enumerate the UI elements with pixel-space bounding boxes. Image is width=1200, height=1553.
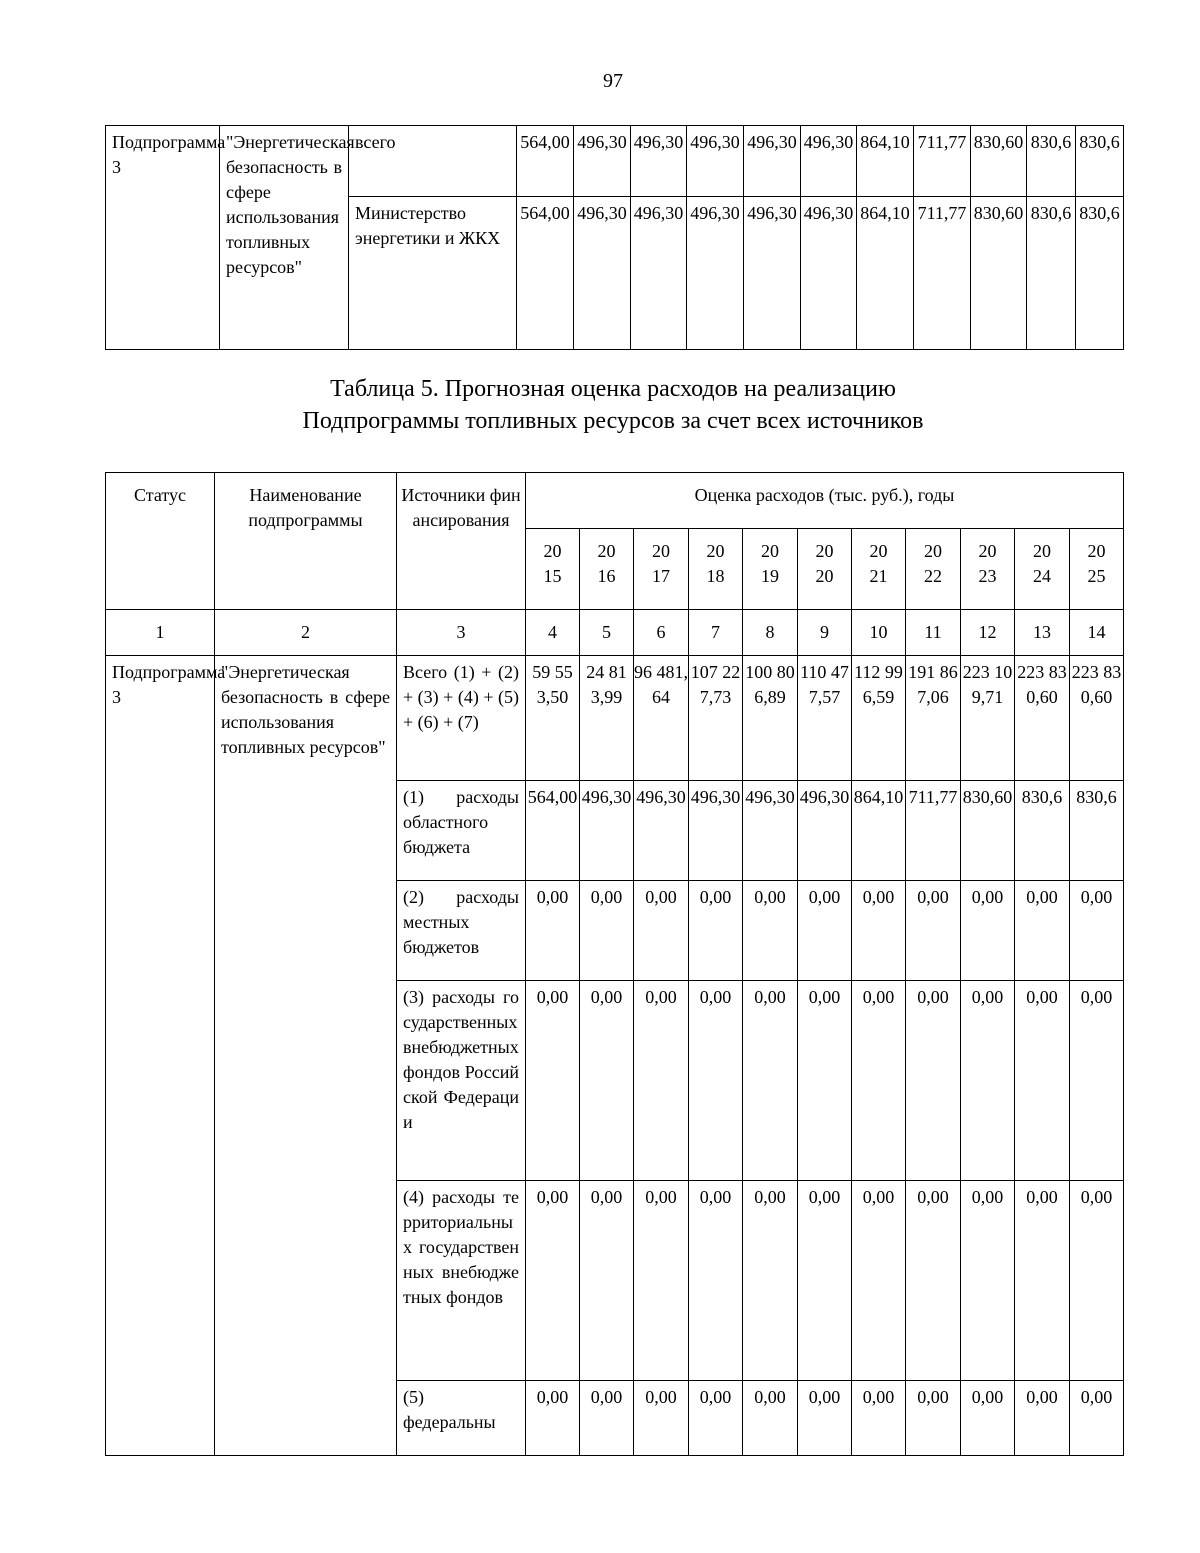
value-cell: 0,00 <box>1070 1181 1124 1381</box>
subprogram-name-cell: "Энергетическая безопасность в сфере использования топливных ресурсов" <box>220 126 349 350</box>
value-cell: 0,00 <box>580 881 634 981</box>
value-cell: 830,6 <box>1076 126 1124 197</box>
value-cell: 864,10 <box>857 126 914 197</box>
value-cell: 830,6 <box>1027 126 1076 197</box>
column-number: 8 <box>743 610 798 656</box>
header-year: 2015 <box>526 529 580 610</box>
value-cell: 496,30 <box>574 197 631 350</box>
column-number-row <box>106 610 1124 656</box>
value-cell: 0,00 <box>906 981 961 1181</box>
column-number: 14 <box>1070 610 1124 656</box>
value-cell: 191 867,06 <box>906 656 961 781</box>
value-cell: 496,30 <box>687 126 744 197</box>
value-cell: 0,00 <box>743 881 798 981</box>
value-cell: 100 806,89 <box>743 656 798 781</box>
column-number: 4 <box>526 610 580 656</box>
source-cell: (4) расходы территориальных государственных внебюджетных фондов <box>397 1181 526 1381</box>
value-cell: 223 109,71 <box>961 656 1015 781</box>
table-row <box>106 126 1124 197</box>
value-cell: 0,00 <box>852 881 906 981</box>
value-cell: 0,00 <box>689 1181 743 1381</box>
source-cell: (1) расходы областного бюджета <box>397 781 526 881</box>
value-cell: 96 481,64 <box>634 656 689 781</box>
table-caption-line-1: Таблица 5. Прогнозная оценка расходов на реализацию <box>330 376 896 402</box>
header-year: 2017 <box>634 529 689 610</box>
value-cell: 0,00 <box>1015 981 1070 1181</box>
value-cell: 496,30 <box>580 781 634 881</box>
header-year: 2016 <box>580 529 634 610</box>
value-cell: 0,00 <box>580 1181 634 1381</box>
value-cell: 830,60 <box>961 781 1015 881</box>
value-cell: 0,00 <box>852 1381 906 1456</box>
column-number: 11 <box>906 610 961 656</box>
value-cell: 0,00 <box>961 981 1015 1181</box>
value-cell: 0,00 <box>689 981 743 1181</box>
header-year: 2020 <box>798 529 852 610</box>
column-number: 13 <box>1015 610 1070 656</box>
expense-forecast-table <box>105 472 1124 1456</box>
value-cell: 830,6 <box>1027 197 1076 350</box>
value-cell: 0,00 <box>634 981 689 1181</box>
header-year: 2018 <box>689 529 743 610</box>
value-cell: 496,30 <box>689 781 743 881</box>
value-cell: 496,30 <box>744 126 801 197</box>
value-cell: 496,30 <box>574 126 631 197</box>
value-cell: 0,00 <box>743 1181 798 1381</box>
header-subprogram-name: Наименование подпрограммы <box>215 473 397 610</box>
source-cell: (3) расходы государственных внебюджетных фондов Российской Федерации <box>397 981 526 1181</box>
value-cell: 0,00 <box>798 881 852 981</box>
header-year: 2023 <box>961 529 1015 610</box>
value-cell: 864,10 <box>852 781 906 881</box>
value-cell: 496,30 <box>631 126 687 197</box>
column-number: 1 <box>106 610 215 656</box>
header-year: 2022 <box>906 529 961 610</box>
value-cell: 0,00 <box>580 981 634 1181</box>
source-cell: (5) федеральны <box>397 1381 526 1456</box>
value-cell: 830,60 <box>971 197 1027 350</box>
value-cell: 830,6 <box>1015 781 1070 881</box>
value-cell: 112 996,59 <box>852 656 906 781</box>
value-cell: 0,00 <box>634 1181 689 1381</box>
value-cell: 0,00 <box>1015 1381 1070 1456</box>
value-cell: 496,30 <box>687 197 744 350</box>
value-cell: 830,6 <box>1070 781 1124 881</box>
source-cell: Министерство энергетики и ЖКХ <box>349 197 517 350</box>
source-cell: Всего (1) + (2) + (3) + (4) + (5) + (6) + (7) <box>397 656 526 781</box>
value-cell: 110 477,57 <box>798 656 852 781</box>
header-status: Статус <box>106 473 215 610</box>
value-cell: 830,60 <box>971 126 1027 197</box>
column-number: 6 <box>634 610 689 656</box>
value-cell: 0,00 <box>1070 981 1124 1181</box>
column-number: 10 <box>852 610 906 656</box>
source-cell: (2) расходы местных бюджетов <box>397 881 526 981</box>
column-number: 2 <box>215 610 397 656</box>
column-number: 7 <box>689 610 743 656</box>
header-expense-estimate: Оценка расходов (тыс. руб.), годы <box>526 473 1124 529</box>
header-year: 2025 <box>1070 529 1124 610</box>
column-number: 12 <box>961 610 1015 656</box>
value-cell: 0,00 <box>526 1381 580 1456</box>
value-cell: 107 227,73 <box>689 656 743 781</box>
value-cell: 0,00 <box>580 1381 634 1456</box>
table-caption-line-2: Подпрограммы топливных ресурсов за счет всех источников <box>302 408 924 434</box>
value-cell: 0,00 <box>852 1181 906 1381</box>
header-year: 2019 <box>743 529 798 610</box>
value-cell: 496,30 <box>798 781 852 881</box>
subprogram-name-cell: "Энергетическая безопасность в сфере использования топливных ресурсов" <box>215 656 397 1456</box>
value-cell: 0,00 <box>1015 881 1070 981</box>
value-cell: 711,77 <box>906 781 961 881</box>
column-number: 5 <box>580 610 634 656</box>
value-cell: 0,00 <box>906 881 961 981</box>
value-cell: 496,30 <box>744 197 801 350</box>
value-cell: 564,00 <box>517 197 574 350</box>
value-cell: 0,00 <box>906 1181 961 1381</box>
value-cell: 0,00 <box>1070 881 1124 981</box>
value-cell: 496,30 <box>801 197 857 350</box>
value-cell: 711,77 <box>914 197 971 350</box>
value-cell: 496,30 <box>743 781 798 881</box>
value-cell: 0,00 <box>961 1381 1015 1456</box>
value-cell: 864,10 <box>857 197 914 350</box>
value-cell: 0,00 <box>743 981 798 1181</box>
value-cell: 0,00 <box>1015 1181 1070 1381</box>
value-cell: 830,6 <box>1076 197 1124 350</box>
value-cell: 0,00 <box>526 981 580 1181</box>
value-cell: 0,00 <box>743 1381 798 1456</box>
value-cell: 0,00 <box>634 881 689 981</box>
page-number: 97 <box>603 70 623 92</box>
value-cell: 564,00 <box>517 126 574 197</box>
value-cell: 564,00 <box>526 781 580 881</box>
value-cell: 0,00 <box>634 1381 689 1456</box>
value-cell: 0,00 <box>906 1381 961 1456</box>
status-cell: Подпрограмма 3 <box>106 656 215 1456</box>
column-number: 9 <box>798 610 852 656</box>
value-cell: 0,00 <box>961 881 1015 981</box>
value-cell: 0,00 <box>689 1381 743 1456</box>
value-cell: 711,77 <box>914 126 971 197</box>
header-funding-source: Источники финансирования <box>397 473 526 610</box>
value-cell: 223 830,60 <box>1015 656 1070 781</box>
status-cell: Подпрограмма 3 <box>106 126 220 350</box>
value-cell: 24 813,99 <box>580 656 634 781</box>
value-cell: 223 830,60 <box>1070 656 1124 781</box>
value-cell: 496,30 <box>631 197 687 350</box>
continuation-table <box>105 125 1124 350</box>
value-cell: 0,00 <box>798 1181 852 1381</box>
value-cell: 0,00 <box>798 1381 852 1456</box>
value-cell: 59 553,50 <box>526 656 580 781</box>
table-row <box>106 656 1124 781</box>
value-cell: 496,30 <box>634 781 689 881</box>
source-cell: всего <box>349 126 517 197</box>
value-cell: 0,00 <box>798 981 852 1181</box>
header-row <box>106 473 1124 529</box>
header-year: 2024 <box>1015 529 1070 610</box>
value-cell: 0,00 <box>689 881 743 981</box>
value-cell: 0,00 <box>526 881 580 981</box>
value-cell: 0,00 <box>1070 1381 1124 1456</box>
column-number: 3 <box>397 610 526 656</box>
value-cell: 0,00 <box>852 981 906 1181</box>
value-cell: 0,00 <box>961 1181 1015 1381</box>
value-cell: 0,00 <box>526 1181 580 1381</box>
value-cell: 496,30 <box>801 126 857 197</box>
header-year: 2021 <box>852 529 906 610</box>
